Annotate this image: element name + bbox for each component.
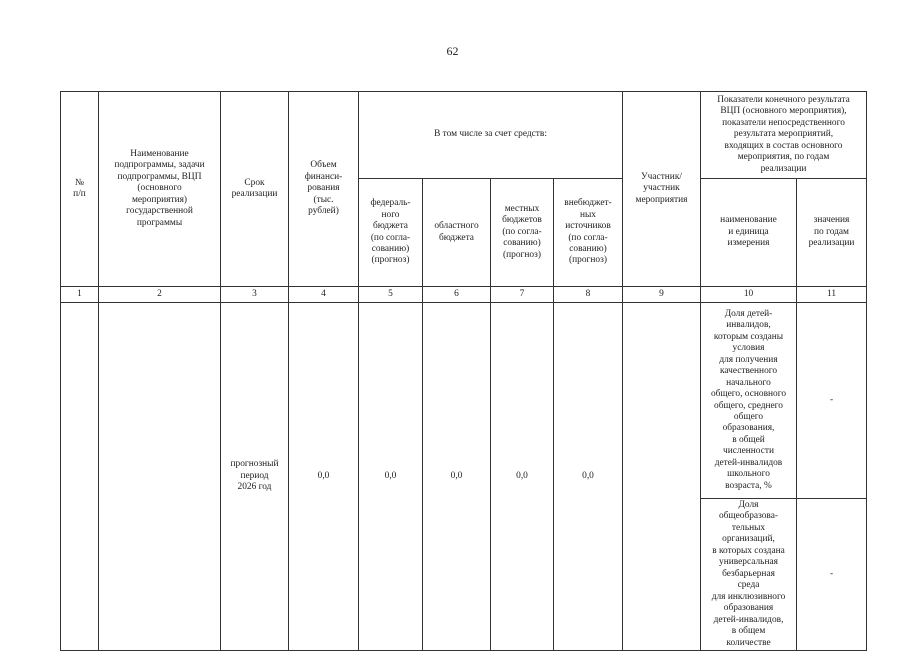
row-regional-budget: 0,0 — [423, 303, 491, 651]
column-number-10: 10 — [701, 287, 797, 303]
column-number-2: 2 — [99, 287, 221, 303]
row-federal-budget: 0,0 — [359, 303, 423, 651]
indicator-value: - — [797, 499, 867, 651]
header-indicator-name: наименование и единица измерения — [701, 179, 797, 287]
indicator-name: Доля общеобразова- тельных организаций, в которых создана универсальная безбарьерная среда для инклюзивного образования детей-инвалидов, в общем количестве — [701, 499, 797, 651]
column-number-1: 1 — [61, 287, 99, 303]
header-indicator-values: значения по годам реализации — [797, 179, 867, 287]
row-subprogram-name — [99, 303, 221, 651]
header-local-budgets: местных бюджетов (по согла- сованию) (прогноз) — [491, 179, 554, 287]
column-number-11: 11 — [797, 287, 867, 303]
column-number-5: 5 — [359, 287, 423, 303]
indicator-name: Доля детей- инвалидов, которым созданы условия для получения качественного начального общего, основного общего, среднего общего образования, в общей численности детей-инвалидов школьного возраста, % — [701, 303, 797, 499]
row-total-financing: 0,0 — [289, 303, 359, 651]
row-period: прогнозный период 2026 год — [221, 303, 289, 651]
header-period: Срок реализации — [221, 92, 289, 287]
row-extrabudgetary: 0,0 — [554, 303, 623, 651]
header-participant: Участник/ участник мероприятия — [623, 92, 701, 287]
header-funding-sources: В том числе за счет средств: — [359, 92, 623, 179]
header-number: № п/п — [61, 92, 99, 287]
column-number-4: 4 — [289, 287, 359, 303]
header-regional-budget: областного бюджета — [423, 179, 491, 287]
header-extrabudgetary: внебюджет- ных источников (по согла- сованию) (прогноз) — [554, 179, 623, 287]
column-number-8: 8 — [554, 287, 623, 303]
header-indicators: Показатели конечного результата ВЦП (основного мероприятия), показатели непосредственного результата мероприятий, входящих в состав основного мероприятия, по годам реализации — [701, 92, 867, 179]
row-participant — [623, 303, 701, 651]
header-federal-budget: федераль- ного бюджета (по согла- сованию) (прогноз) — [359, 179, 423, 287]
program-table — [60, 91, 867, 651]
indicator-value: - — [797, 303, 867, 499]
row-number — [61, 303, 99, 651]
header-subprogram-name: Наименование подпрограммы, задачи подпрограммы, ВЦП (основного мероприятия) государственной программы — [99, 92, 221, 287]
column-number-3: 3 — [221, 287, 289, 303]
column-number-9: 9 — [623, 287, 701, 303]
column-number-6: 6 — [423, 287, 491, 303]
row-local-budgets: 0,0 — [491, 303, 554, 651]
header-financing-volume: Объем финанси- рования (тыс. рублей) — [289, 92, 359, 287]
column-number-7: 7 — [491, 287, 554, 303]
page-number: 62 — [446, 44, 459, 58]
